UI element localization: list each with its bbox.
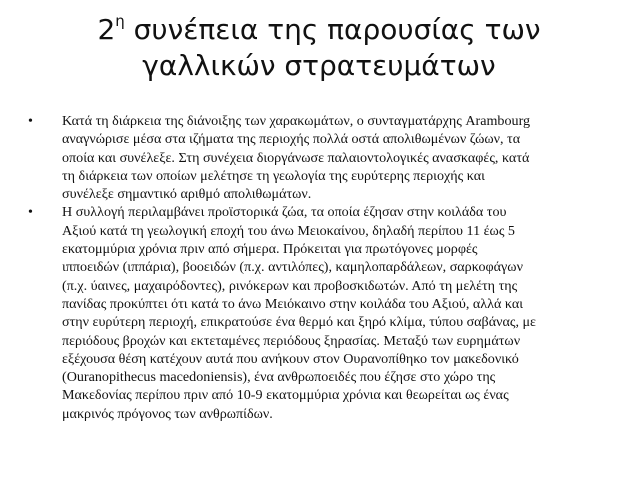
slide-body xyxy=(28,112,608,423)
title-superscript: η xyxy=(115,11,125,30)
bullet-line: Μακεδονίας περίπου πριν από 10-9 εκατομμύρια χρόνια και θεωρείται ως ένας xyxy=(62,387,509,404)
bullet-line: εξέχουσα θέση κατέχουν αυτά που ανήκουν στον Ουρανοπίθηκο τον μακεδονικό xyxy=(62,350,519,367)
bullet-line: αναγνώρισε μέσα στα ιζήματα της περιοχής πολλά οστά απολιθωμένων ζώων, τα xyxy=(62,131,521,148)
title-line-1 xyxy=(40,12,598,48)
bullet-item xyxy=(28,203,608,423)
slide-title xyxy=(40,12,598,84)
bullet-item xyxy=(28,112,608,203)
bullet-dot: • xyxy=(28,113,33,129)
bullet-line: (Ouranopithecus macedoniensis), ένα ανθρωποειδές που έζησε στο χώρο της xyxy=(62,369,496,386)
bullet-line: εκατομμύρια χρόνια πριν από σήμερα. Πρόκειται για πρωτόγονες μορφές xyxy=(62,241,478,258)
bullet-line: πανίδας προκύπτει ότι κατά το άνω Μειόκαινο στην κοιλάδα του Αξιού, αλλά και xyxy=(62,295,524,312)
bullet-line: οποία και συνέλεξε. Στη συνέχεια διοργάνωσε παλαιοντολογικές ανασκαφές, κατά xyxy=(62,149,530,166)
bullet-line: Η συλλογή περιλαμβάνει προϊστορικά ζώα, τα οποία έζησαν στην κοιλάδα του xyxy=(62,204,507,221)
bullet-line: στην ευρύτερη περιοχή, επικρατούσε ένα θερμό και ξηρό κλίμα, τύπου σαβάνας, με xyxy=(62,314,536,331)
bullet-line: (π.χ. ύαινες, μαχαιρόδοντες), ρινόκερων και προβοσκιδωτών. Από τη μελέτη της xyxy=(62,277,518,294)
title-line-1-text: συνέπεια της παρουσίας των xyxy=(124,13,541,46)
title-line-2: γαλλικών στρατευμάτων xyxy=(142,49,496,82)
title-number: 2 xyxy=(97,13,116,46)
bullet-dot: • xyxy=(28,204,33,221)
bullet-line: περιόδους βροχών και εκτεταμένες περιόδους ξηρασίας. Μεταξύ των ευρημάτων xyxy=(62,332,521,349)
bullet-line: μακρινός πρόγονος των ανθρωπίδων. xyxy=(62,405,273,422)
bullet-line: Αξιού κατά τη γεωλογική εποχή του άνω Μειοκαίνου, δηλαδή περίπου 11 έως 5 xyxy=(62,222,515,239)
bullet-line: Κατά τη διάρκεια της διάνοιξης των χαρακωμάτων, ο συνταγματάρχης Arambourg xyxy=(62,113,531,129)
bullet-line: ιπποειδών (ιππάρια), βοοειδών (π.χ. αντιλόπες), καμηλοπαρδάλεων, σαρκοφάγων xyxy=(62,259,523,276)
bullet-line: τη διάρκεια των οποίων μελέτησε τη γεωλογία της ευρύτερης περιοχής και xyxy=(62,167,485,184)
bullet-line: συνέλεξε σημαντικό αριθμό απολιθωμάτων. xyxy=(62,186,312,203)
